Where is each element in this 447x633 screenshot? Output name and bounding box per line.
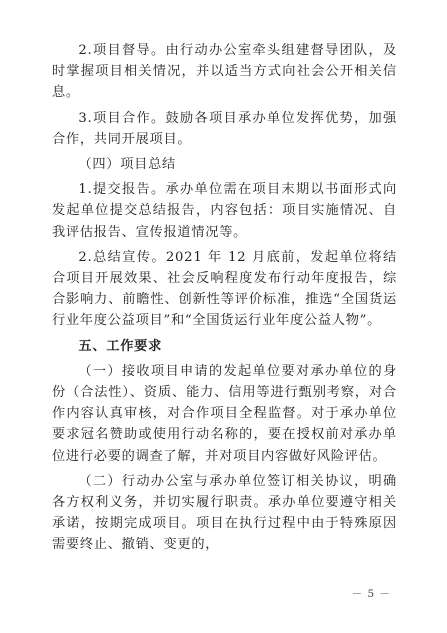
section-heading-project-summary: （四）项目总结 bbox=[78, 157, 176, 173]
paragraph-project-supervision: 2.项目督导。由行动办公室牵头组建督导团队，及时掌握项目相关情况，并以适当方式向社会公开相关信息。 bbox=[52, 43, 397, 101]
section-heading-work-requirements: 五、工作要求 bbox=[78, 338, 163, 354]
document-body bbox=[52, 40, 397, 560]
paragraph-requirement-2: （二）行动办公室与承办单位签订相关协议，明确各方权利义务，并切实履行职责。承办单位要遵守相关承诺，按期完成项目。项目在执行过程中由于特殊原因需要终止、撤销、变更的， bbox=[52, 473, 397, 553]
paragraph-requirement-1: （一）接收项目申请的发起单位要对承办单位的身份（合法性）、资质、能力、信用等进行甄别考察，对合作内容认真审核，对合作项目全程监督。对于承办单位要求冠名赞助或使用行动名称的，要在授权前对承办单位进行必要的调查了解，并对项目内容做好风险评估。 bbox=[52, 363, 397, 464]
page-number: － 5 － bbox=[351, 588, 391, 600]
paragraph-project-cooperation: 3.项目合作。鼓励各项目承办单位发挥优势，加强合作，共同开展项目。 bbox=[52, 110, 397, 147]
paragraph-summary-publicity: 2.总结宣传。2021 年 12 月底前，发起单位将结合项目开展效果、社会反响程度发布行动年度报告，综合影响力、前瞻性、创新性等评价标准，推选“全国货运行业年度公益项目”和“全国货运行业年度公益人物”。 bbox=[52, 249, 397, 329]
paragraph-submit-report: 1.提交报告。承办单位需在项目末期以书面形式向发起单位提交总结报告，内容包括：项目实施情况、自我评估报告、宣传报道情况等。 bbox=[52, 182, 397, 240]
